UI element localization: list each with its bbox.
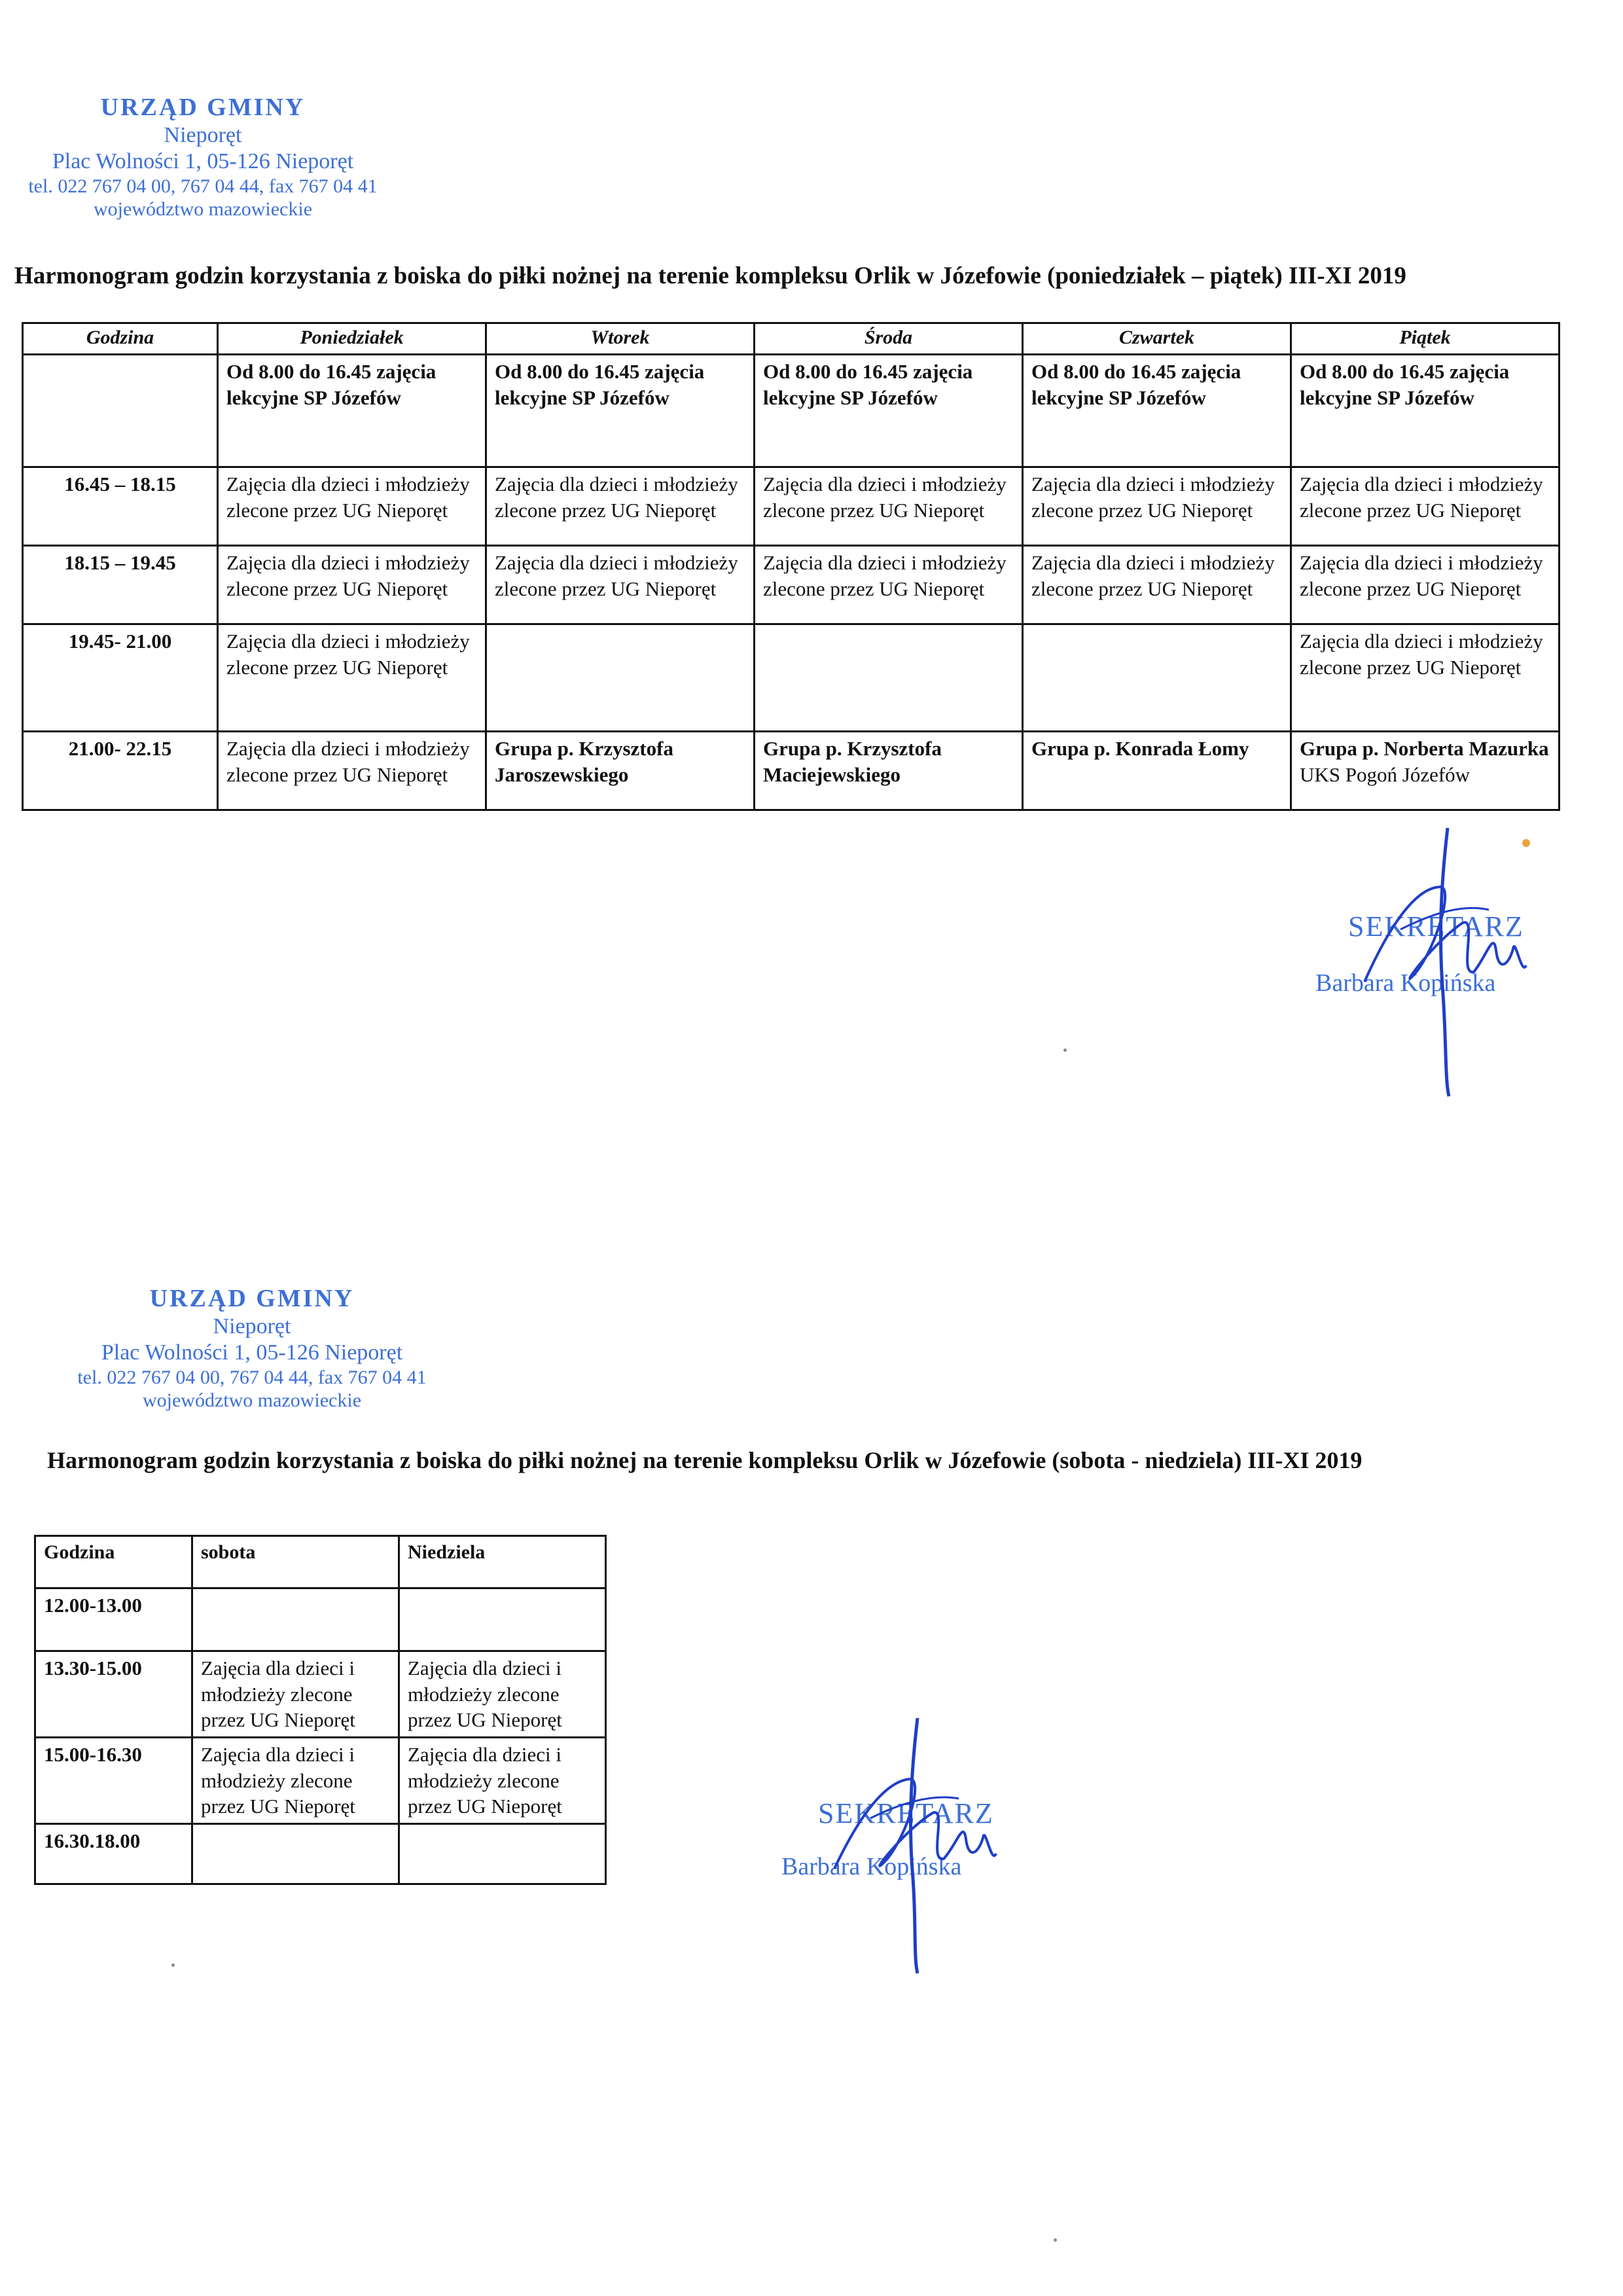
schedule-cell	[192, 1824, 399, 1884]
schedule-cell: Zajęcia dla dzieci i młodzieży zlecone przez UG Nieporęt	[218, 624, 486, 732]
time-cell: 21.00- 22.15	[23, 732, 218, 810]
schedule-cell: Zajęcia dla dzieci i młodzieży zlecone przez UG Nieporęt	[1291, 546, 1560, 624]
club-name: UKS Pogoń Józefów	[1300, 762, 1471, 786]
schedule-cell: Grupa p. Krzysztofa Jaroszewskiego	[486, 732, 755, 810]
table-row	[23, 546, 1560, 624]
stamp-phone: tel. 022 767 04 00, 767 04 44, fax 767 04 41	[28, 175, 378, 198]
schedule-cell	[399, 1588, 606, 1651]
schedule-cell: Zajęcia dla dzieci i młodzieży zlecone przez UG Nieporęt	[399, 1738, 606, 1824]
ink-dot	[1063, 1049, 1067, 1052]
signature-role: SEKRETARZ	[1348, 910, 1524, 942]
stamp-title: URZĄD GMINY	[149, 1285, 355, 1312]
schedule-cell: Od 8.00 do 16.45 zajęcia lekcyjne SP Józefów	[1023, 355, 1291, 467]
time-cell	[23, 355, 218, 467]
header-godzina: Godzina	[23, 323, 218, 355]
signature-block-1	[1302, 825, 1564, 1100]
header-niedziela: Niedziela	[399, 1536, 606, 1588]
header-czwartek: Czwartek	[1023, 323, 1291, 355]
schedule-cell: Od 8.00 do 16.45 zajęcia lekcyjne SP Józefów	[486, 355, 755, 467]
header-wtorek: Wtorek	[486, 323, 755, 355]
weekday-schedule-table	[22, 322, 1560, 811]
signature-role: SEKRETARZ	[818, 1797, 994, 1829]
schedule-cell: Od 8.00 do 16.45 zajęcia lekcyjne SP Józefów	[755, 355, 1023, 467]
header-poniedzialek: Poniedziałek	[218, 323, 486, 355]
schedule-cell	[1291, 732, 1560, 810]
weekday-heading: Harmonogram godzin korzystania z boiska do piłki nożnej na terenie kompleksu Orlik w Józefowie (poniedziałek – piątek) III-XI 2019	[14, 262, 1406, 289]
schedule-cell: Grupa p. Krzysztofa Maciejewskiego	[755, 732, 1023, 810]
schedule-cell: Zajęcia dla dzieci i młodzieży zlecone przez UG Nieporęt	[218, 732, 486, 810]
time-cell: 19.45- 21.00	[23, 624, 218, 732]
schedule-cell: Zajęcia dla dzieci i młodzieży zlecone przez UG Nieporęt	[1291, 467, 1560, 546]
schedule-cell: Zajęcia dla dzieci i młodzieży zlecone przez UG Nieporęt	[1291, 624, 1560, 732]
table-row	[23, 467, 1560, 546]
stamp-phone: tel. 022 767 04 00, 767 04 44, fax 767 04 41	[77, 1367, 427, 1389]
header-sobota: sobota	[192, 1536, 399, 1588]
table-row	[23, 355, 1560, 467]
stamp-place: Nieporęt	[164, 122, 242, 147]
table-row	[35, 1738, 606, 1824]
signature-block-2	[772, 1715, 1047, 1977]
ink-dot	[171, 1964, 175, 1967]
schedule-cell: Zajęcia dla dzieci i młodzieży zlecone przez UG Nieporęt	[755, 467, 1023, 546]
schedule-cell: Zajęcia dla dzieci i młodzieży zlecone przez UG Nieporęt	[486, 467, 755, 546]
schedule-cell: Zajęcia dla dzieci i młodzieży zlecone przez UG Nieporęt	[218, 467, 486, 546]
header-godzina: Godzina	[35, 1536, 192, 1588]
table-row	[35, 1651, 606, 1738]
schedule-cell	[192, 1588, 399, 1651]
time-cell: 16.30.18.00	[35, 1824, 192, 1884]
time-cell: 18.15 – 19.45	[23, 546, 218, 624]
schedule-cell: Od 8.00 do 16.45 zajęcia lekcyjne SP Józefów	[1291, 355, 1560, 467]
handwritten-signature-icon	[1302, 825, 1564, 1100]
weekend-heading: Harmonogram godzin korzystania z boiska do piłki nożnej na terenie kompleksu Orlik w Józefowie (sobota - niedziela) III-XI 2019	[47, 1447, 1363, 1473]
table-row	[35, 1824, 606, 1884]
header-piatek: Piątek	[1291, 323, 1560, 355]
schedule-cell: Zajęcia dla dzieci i młodzieży zlecone przez UG Nieporęt	[1023, 546, 1291, 624]
weekday-header-row	[23, 323, 1560, 355]
schedule-cell: Od 8.00 do 16.45 zajęcia lekcyjne SP Józefów	[218, 355, 486, 467]
schedule-cell: Zajęcia dla dzieci i młodzieży zlecone przez UG Nieporęt	[486, 546, 755, 624]
time-cell: 12.00-13.00	[35, 1588, 192, 1651]
table-row	[23, 732, 1560, 810]
stamp-address: Plac Wolności 1, 05-126 Nieporęt	[52, 149, 354, 173]
schedule-cell: Grupa p. Konrada Łomy	[1023, 732, 1291, 810]
signature-name: Barbara Kopińska	[781, 1853, 962, 1880]
schedule-cell	[399, 1824, 606, 1884]
stamp-region: województwo mazowieckie	[142, 1390, 362, 1412]
stamp-place: Nieporęt	[213, 1314, 291, 1338]
schedule-cell: Zajęcia dla dzieci i młodzieży zlecone przez UG Nieporęt	[218, 546, 486, 624]
ink-dot	[1522, 839, 1530, 847]
schedule-cell	[486, 624, 755, 732]
table-row	[23, 624, 1560, 732]
signature-name: Barbara Kopińska	[1315, 969, 1496, 997]
group-name: Grupa p. Norberta Mazurka	[1300, 737, 1549, 760]
schedule-cell: Zajęcia dla dzieci i młodzieży zlecone przez UG Nieporęt	[1023, 467, 1291, 546]
schedule-cell: Zajęcia dla dzieci i młodzieży zlecone przez UG Nieporęt	[755, 546, 1023, 624]
stamp-address: Plac Wolności 1, 05-126 Nieporęt	[101, 1340, 403, 1365]
weekend-header-row	[35, 1536, 606, 1588]
stamp-title: URZĄD GMINY	[100, 94, 306, 121]
schedule-cell: Zajęcia dla dzieci i młodzieży zlecone przez UG Nieporęt	[192, 1651, 399, 1738]
weekend-schedule-table	[34, 1535, 607, 1885]
time-cell: 16.45 – 18.15	[23, 467, 218, 546]
office-stamp-top	[20, 93, 386, 221]
office-stamp-bottom	[69, 1284, 435, 1412]
stamp-region: województwo mazowieckie	[93, 198, 313, 221]
time-cell: 13.30-15.00	[35, 1651, 192, 1738]
time-cell: 15.00-16.30	[35, 1738, 192, 1824]
ink-dot	[1054, 2238, 1057, 2242]
schedule-cell: Zajęcia dla dzieci i młodzieży zlecone przez UG Nieporęt	[399, 1651, 606, 1738]
header-sroda: Środa	[755, 323, 1023, 355]
schedule-cell: Zajęcia dla dzieci i młodzieży zlecone przez UG Nieporęt	[192, 1738, 399, 1824]
table-row	[35, 1588, 606, 1651]
handwritten-signature-icon	[772, 1715, 1047, 1977]
schedule-cell	[1023, 624, 1291, 732]
schedule-cell	[755, 624, 1023, 732]
